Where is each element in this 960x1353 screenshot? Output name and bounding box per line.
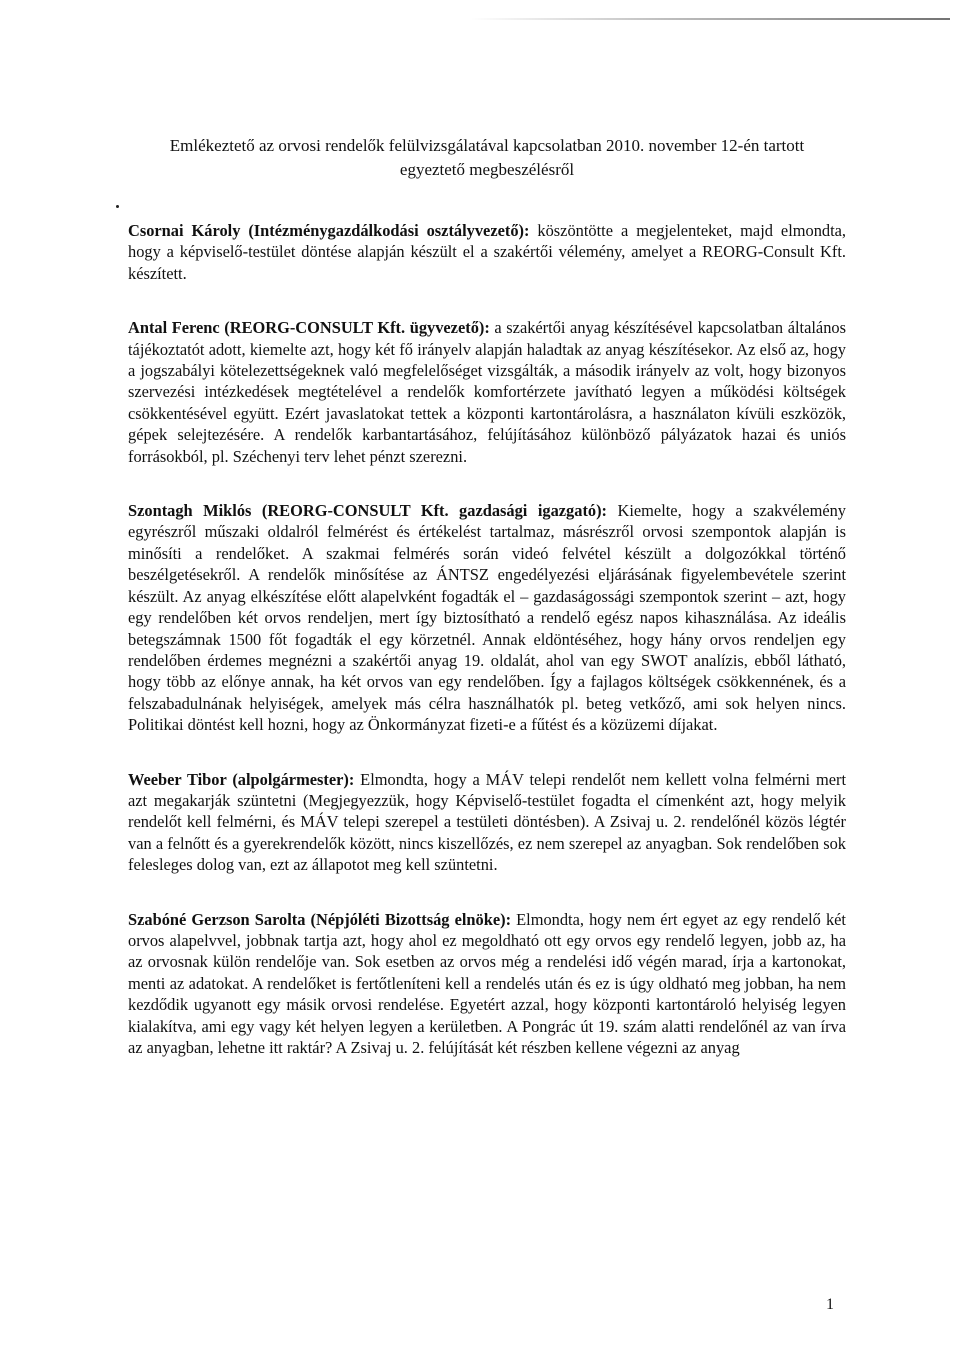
page-number: 1 (826, 1296, 834, 1313)
speaker-weeber: Weeber Tibor (alpolgármester): (128, 769, 355, 789)
document-title (128, 134, 846, 182)
paragraph-szontagh (128, 500, 846, 735)
speaker-szontagh: Szontagh Miklós (REORG-CONSULT Kft. gazdasági igazgató): (128, 501, 608, 521)
paragraph-antal (128, 317, 846, 467)
document-body (128, 134, 846, 1058)
statement-csornai: köszöntötte a megjelenteket, majd elmondta, hogy a képviselő-testület döntése alapján készült el a szakértői vélemény, amelyet a REORG-Consult Kft. készített. (128, 221, 847, 283)
statement-weeber: Elmondta, hogy a MÁV telepi rendelőt nem kellett volna felmérni mert azt megakarják szüntetni (Megjegyezzük, hogy Képviselő-testület fogadta el címenként azt, hogy melyik rendelőt kell felmérni, és MÁV telepi szerepel a testületi döntésben). A Zsivaj u. 2. rendelőnél közös légtér van a felnőtt és a gyerekrendelők között, nincs kiszellőzés, ez nem szerepel az anyagban. Sok rendelőben sok felesleges dolog van, ezt az állapotot meg kell szüntetni. (128, 769, 846, 875)
statement-szabone: Elmondta, hogy nem ért egyet az egy rendelő két orvos alapelvvel, jobbnak tartja azt, hogy ahol ez megoldható ott egy orvos egy rendelő legyen, jobb az, ha az orvosnak külön rendelője van. Sok esetben az orvos még a rendelési idő végén marad, írja a kartonokat, menti az adatokat. A rendelőket is fertőtleníteni kell a rendelés után és ez is úgy oldható meg jobban, ha nem kezdődik ugyanott egy másik orvosi rendelése. Egyetért azzal, hogy központi kartontároló helyiség legyen kialakítva, ami egy vagy két helyen legyen a kerületben. A Pongrác út 19. szám alatti rendelőnél az van írva az anyagban, lehetne itt raktár? A Zsivaj u. 2. felújítását két részben kellene végezni az anyag (128, 909, 846, 1057)
paragraph-weeber (128, 769, 846, 876)
scan-artifact-line (470, 18, 950, 20)
statement-antal: Az első az, hogy a jogszabályi kötelezettségeknek való megfelelőséget vizsgálták, a második irányelv az volt, hogy bizonyos szervezési intézkedések megtételével a rendelők komfortérzete javítható legyen a működési költségek csökkentésével együtt. Ezért javaslatokat tettek a központi kartontárolásra, a használaton kívüli eszközök, gépek selejtezésére. A rendelők karbantartásához, felújításához különböző pályázatok hazai és uniós forrásokból, pl. Széchenyi terv lehet pénzt szerezni. (128, 339, 846, 466)
title-line-2: egyeztető megbeszélésről (399, 160, 575, 179)
statement-antal-intro: a szakértői anyag készítésével kapcsolatban általános tájékoztatót adott, kiemelte azt, hogy két fő irányelv alapján haladtak az anyag készítésekor. (128, 318, 846, 359)
speaker-csornai: Csornai Károly (Intézménygazdálkodási osztályvezető): (128, 221, 530, 240)
paragraph-csornai (128, 220, 846, 284)
statement-szontagh: Kiemelte, hogy a szakvélemény egyrészről műszaki oldalról felmérést és értékelést tartalmaz, másrészről orvosi szempontok alapján is minősíti a rendelőket. A szakmai felmérés során videó felvétel készült a dolgozókkal történő beszélgetésekről. A rendelők minősítése az ÁNTSZ engedélyezési eljárásának figyelembevétele szerint készült. Az anyag elkészítése előtt alapelvként fogadták el – gazdaságossági szempontok szerint – azt, hogy egy rendelőben két orvos rendeljen, mert így biztosítható a rendelő egész napos kihasználása. Az ideális betegszámnak 1500 főt fogadták el egy körzetnél. Annak eldöntéséhez, hogy hány orvos rendeljen egy rendelőben érdemes megnézni a szakértői anyag 19. oldalát, ahol van egy SWOT analízis, ebből látható, hogy több az előnye annak, ha két orvos van egy rendelőben. Így a fajlagos költségek csökkennének, és a felszabadulnának helyiségek, amelyek más célra használhatók pl. beteg vetkőző, ami sok helyen nincs. Politikai döntést kell hozni, hogy az Önkormányzat fizeti-e a fűtést és a közüzemi díjakat. (128, 501, 846, 735)
title-line-1: Emlékeztető az orvosi rendelők felülvizsgálatával kapcsolatban 2010. november 12-én tartott (169, 136, 805, 155)
speaker-szabone: Szabóné Gerzson Sarolta (Népjóléti Bizottság elnöke): (128, 909, 512, 929)
paragraph-szabone (128, 909, 846, 1059)
speaker-antal: Antal Ferenc (REORG-CONSULT Kft. ügyvezető): (128, 318, 490, 338)
scan-speck (116, 205, 119, 208)
